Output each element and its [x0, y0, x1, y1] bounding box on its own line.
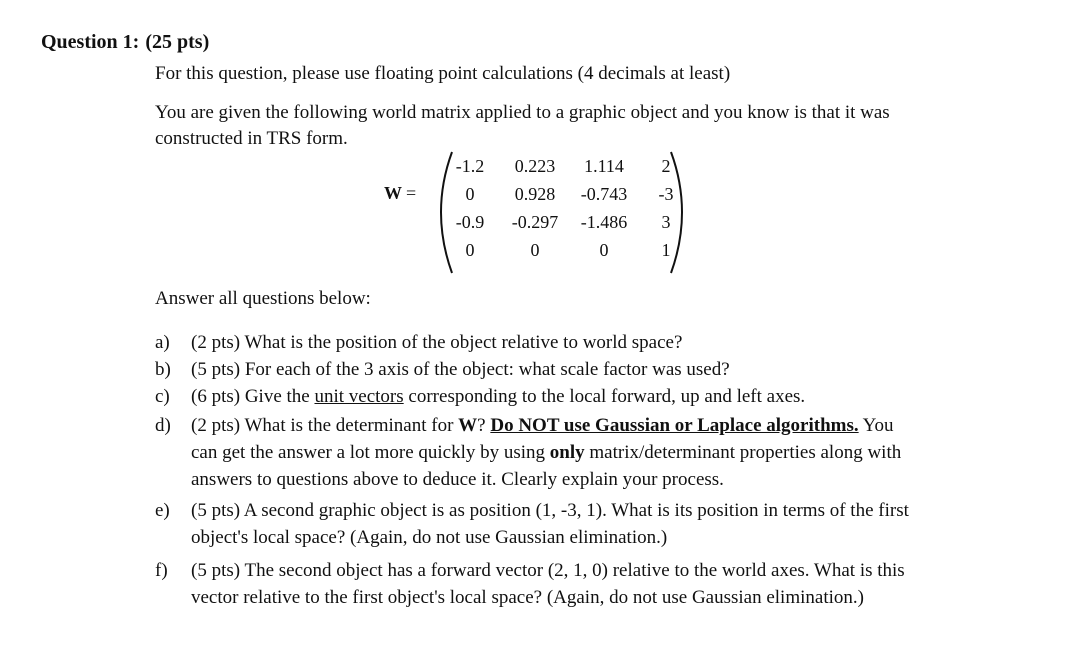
item-d-label: d): [155, 415, 171, 436]
matrix-cell: 1: [661, 240, 671, 260]
item-e-label: e): [155, 500, 170, 521]
item-d-pre: (2 pts) What is the determinant for: [191, 415, 459, 436]
question-heading: [41, 31, 209, 54]
item-f-line-2: vector relative to the first object's local space? (Again, do not use Gaussian elimination.): [191, 587, 864, 608]
matrix-cell: -3: [658, 184, 674, 204]
matrix-cell: -0.743: [580, 184, 628, 204]
matrix-cell: -1.486: [580, 212, 628, 232]
item-d-line-1: [191, 413, 894, 439]
matrix-cell: 0: [530, 240, 540, 260]
item-c-post: corresponding to the local forward, up and left axes.: [403, 386, 806, 407]
item-f-line-1: (5 pts) The second object has a forward vector (2, 1, 0) relative to the world axes. What is this: [191, 560, 905, 581]
item-a-text: (2 pts) What is the position of the object relative to world space?: [191, 332, 683, 353]
matrix-cell: 2: [661, 156, 671, 176]
matrix-cell: -0.9: [455, 212, 485, 232]
matrix-name: W: [384, 183, 402, 203]
item-d-line-3: answers to questions above to deduce it. Clearly explain your process.: [191, 469, 724, 490]
item-d-bold-w: W: [458, 415, 478, 436]
matrix-cell: 3: [661, 212, 671, 232]
matrix-cell: 0: [465, 240, 475, 260]
item-c-text: [191, 384, 805, 410]
item-d-warning: Do NOT use Gaussian or Laplace algorithms.: [490, 415, 859, 436]
answer-prompt: Answer all questions below:: [155, 288, 371, 309]
matrix-cell: 0.928: [514, 184, 556, 204]
item-d-mid: ?: [477, 415, 491, 436]
matrix-cell: 0: [599, 240, 609, 260]
item-b-text: (5 pts) For each of the 3 axis of the object: what scale factor was used?: [191, 359, 730, 380]
item-d-line-2: [191, 440, 901, 466]
item-c-label: c): [155, 386, 170, 407]
item-c-pre: (6 pts) Give the: [191, 386, 315, 407]
matrix-cell: 0.223: [514, 156, 556, 176]
item-b-label: b): [155, 359, 171, 380]
matrix-cell: 0: [465, 184, 475, 204]
question-title: Question 1:: [41, 31, 140, 53]
item-e-line-2: object's local space? (Again, do not use Gaussian elimination.): [191, 527, 668, 548]
item-c-underlined: unit vectors: [314, 386, 404, 407]
intro-line-2: constructed in TRS form.: [155, 128, 348, 149]
matrix-cell: -0.297: [511, 212, 559, 232]
item-d-line2-post: matrix/determinant properties along with: [584, 442, 902, 463]
item-a-label: a): [155, 332, 170, 353]
question-instruction: For this question, please use floating point calculations (4 decimals at least): [155, 63, 731, 84]
item-d-post: You: [858, 415, 894, 436]
question-points: (25 pts): [145, 31, 210, 53]
matrix-cell: -1.2: [455, 156, 485, 176]
item-d-line2-pre: can get the answer a lot more quickly by using: [191, 442, 550, 463]
item-f-label: f): [155, 560, 168, 581]
item-e-line-1: (5 pts) A second graphic object is as position (1, -3, 1). What is its position in terms of the first: [191, 500, 909, 521]
intro-line-1: You are given the following world matrix applied to a graphic object and you know is that it was: [155, 102, 890, 123]
matrix-equals: =: [406, 183, 417, 203]
item-d-line2-bold: only: [549, 442, 585, 463]
matrix-cell: 1.114: [584, 156, 624, 176]
matrix-label: [384, 183, 416, 204]
